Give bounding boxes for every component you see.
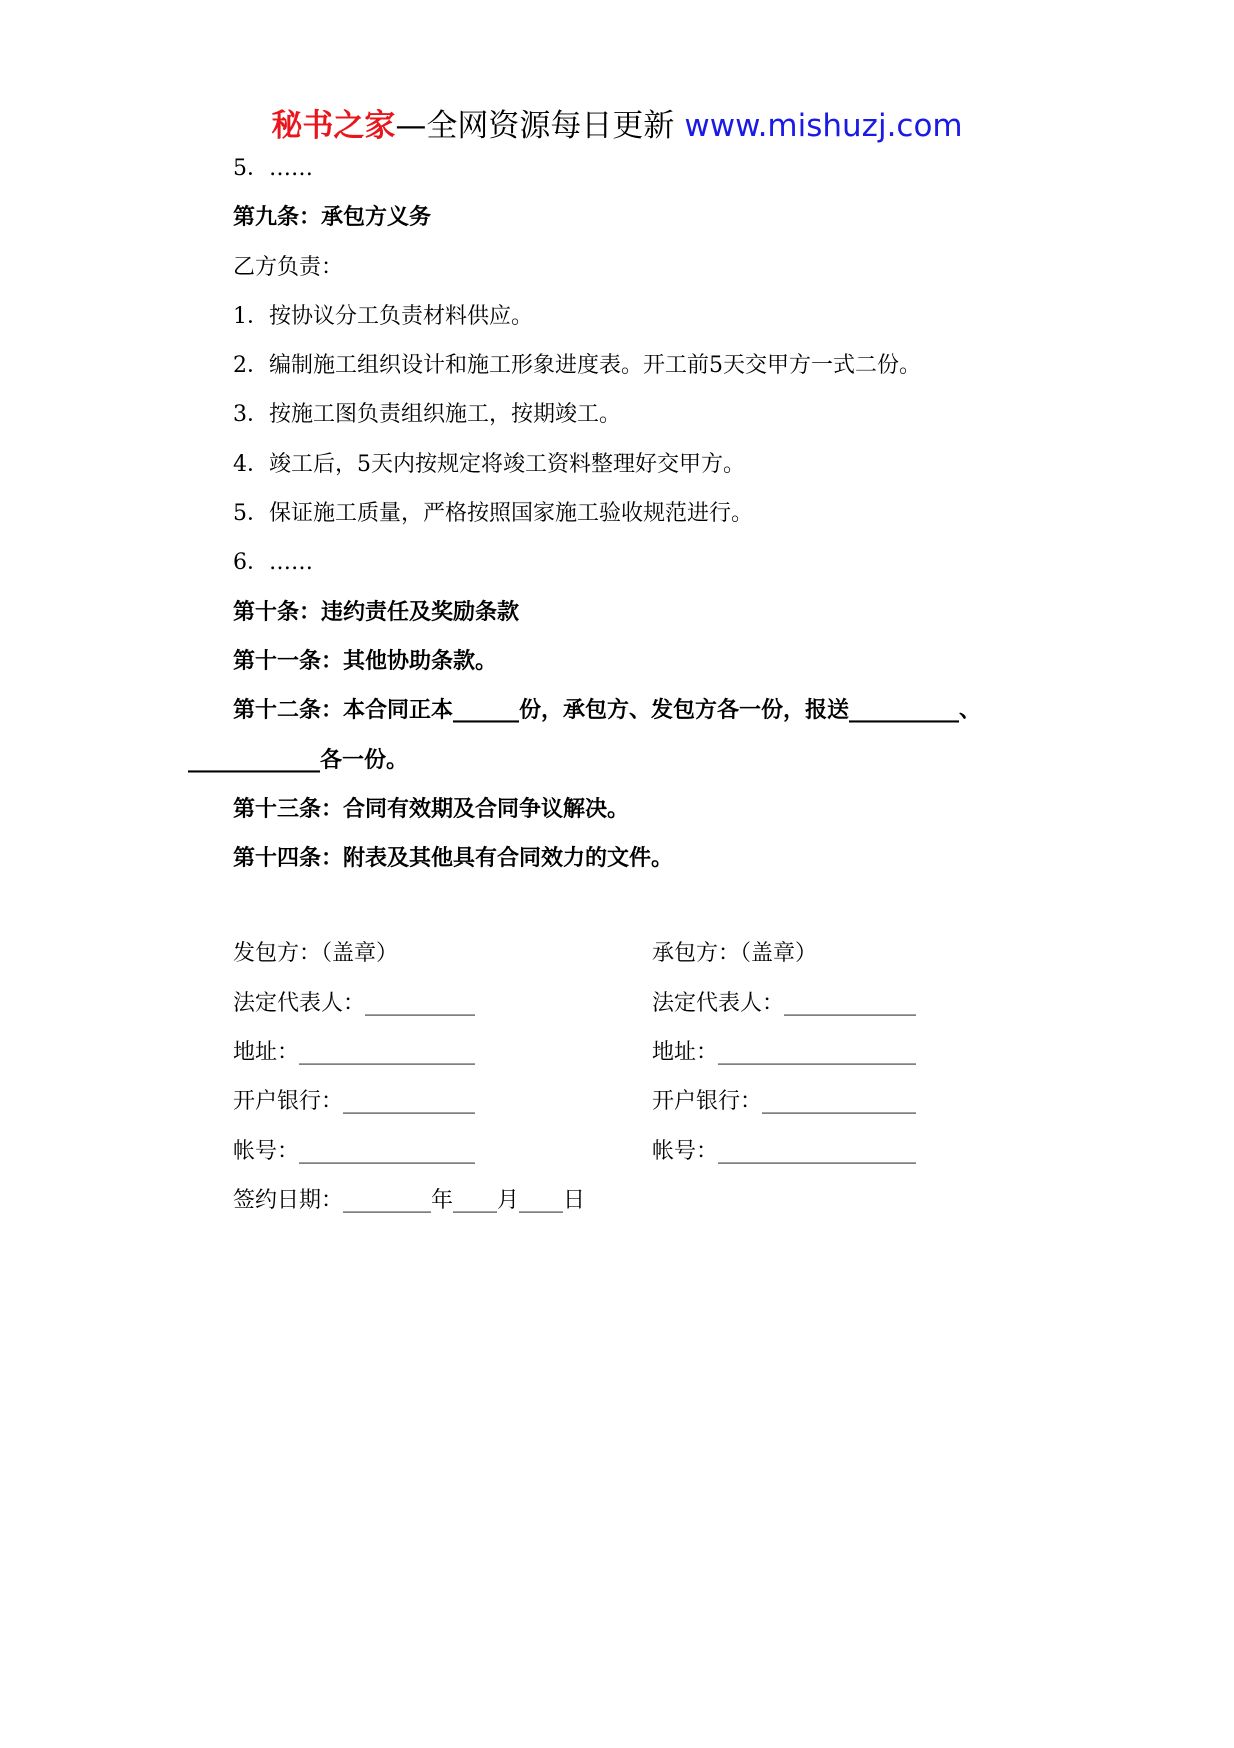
article-9-item: 1．按协议分工负责材料供应。 — [233, 303, 533, 329]
signature-row-address — [233, 1028, 1193, 1077]
article-12-line-1: 第十二条：本合同正本______份，承包方、发包方各一份，报送__________、 — [233, 697, 982, 724]
article-9-intro: 乙方负责： — [233, 254, 344, 280]
article-9-item: 4．竣工后，5天内按规定将竣工资料整理好交甲方。 — [233, 451, 745, 477]
article-9-item: 6．…… — [233, 550, 313, 576]
contractor-party: 承包方：（盖章） — [652, 941, 818, 967]
article-12-line-2: ____________各一份。 — [188, 746, 409, 773]
section-spacer — [233, 883, 1193, 929]
article-9-item: 3．按施工图负责组织施工，按期竣工。 — [233, 402, 621, 428]
employer-address: 地址：________________ — [233, 1040, 476, 1066]
signature-row-account — [233, 1127, 1193, 1176]
employer-account: 帐号：________________ — [233, 1138, 476, 1164]
header-tagline: —全网资源每日更新 — [395, 108, 675, 144]
contractor-address: 地址：__________________ — [652, 1040, 917, 1066]
signature-row-bank — [233, 1077, 1193, 1126]
contractor-bank: 开户银行：______________ — [652, 1089, 917, 1115]
contractor-legal-rep: 法定代表人：____________ — [652, 990, 917, 1016]
site-url: www.mishuzj.com — [684, 108, 963, 144]
article-9-title: 第九条：承包方义务 — [233, 204, 432, 231]
employer-bank: 开户银行：____________ — [233, 1089, 476, 1115]
article-11: 第十一条：其他协助条款。 — [233, 647, 498, 674]
signature-block — [233, 929, 1193, 1225]
article-14: 第十四条：附表及其他具有合同效力的文件。 — [233, 845, 674, 872]
article-9-item: 5．保证施工质量，严格按照国家施工验收规范进行。 — [233, 501, 753, 527]
signing-date: 签约日期：________年____月____日 — [233, 1187, 586, 1213]
employer-legal-rep: 法定代表人：__________ — [233, 990, 476, 1016]
previous-list-item: 5．…… — [233, 156, 313, 181]
article-13: 第十三条：合同有效期及合同争议解决。 — [233, 795, 630, 822]
contractor-account: 帐号：__________________ — [652, 1138, 917, 1164]
employer-party: 发包方：（盖章） — [233, 941, 399, 967]
contract-body — [188, 144, 1193, 1225]
signature-row-legal-rep — [233, 979, 1193, 1028]
article-10: 第十条：违约责任及奖励条款 — [233, 598, 520, 625]
article-9-item: 2．编制施工组织设计和施工形象进度表。开工前5天交甲方一式二份。 — [233, 353, 921, 379]
page-header — [0, 106, 1234, 146]
signature-row-party — [233, 929, 1193, 978]
brand-text: 秘书之家 — [271, 108, 396, 144]
